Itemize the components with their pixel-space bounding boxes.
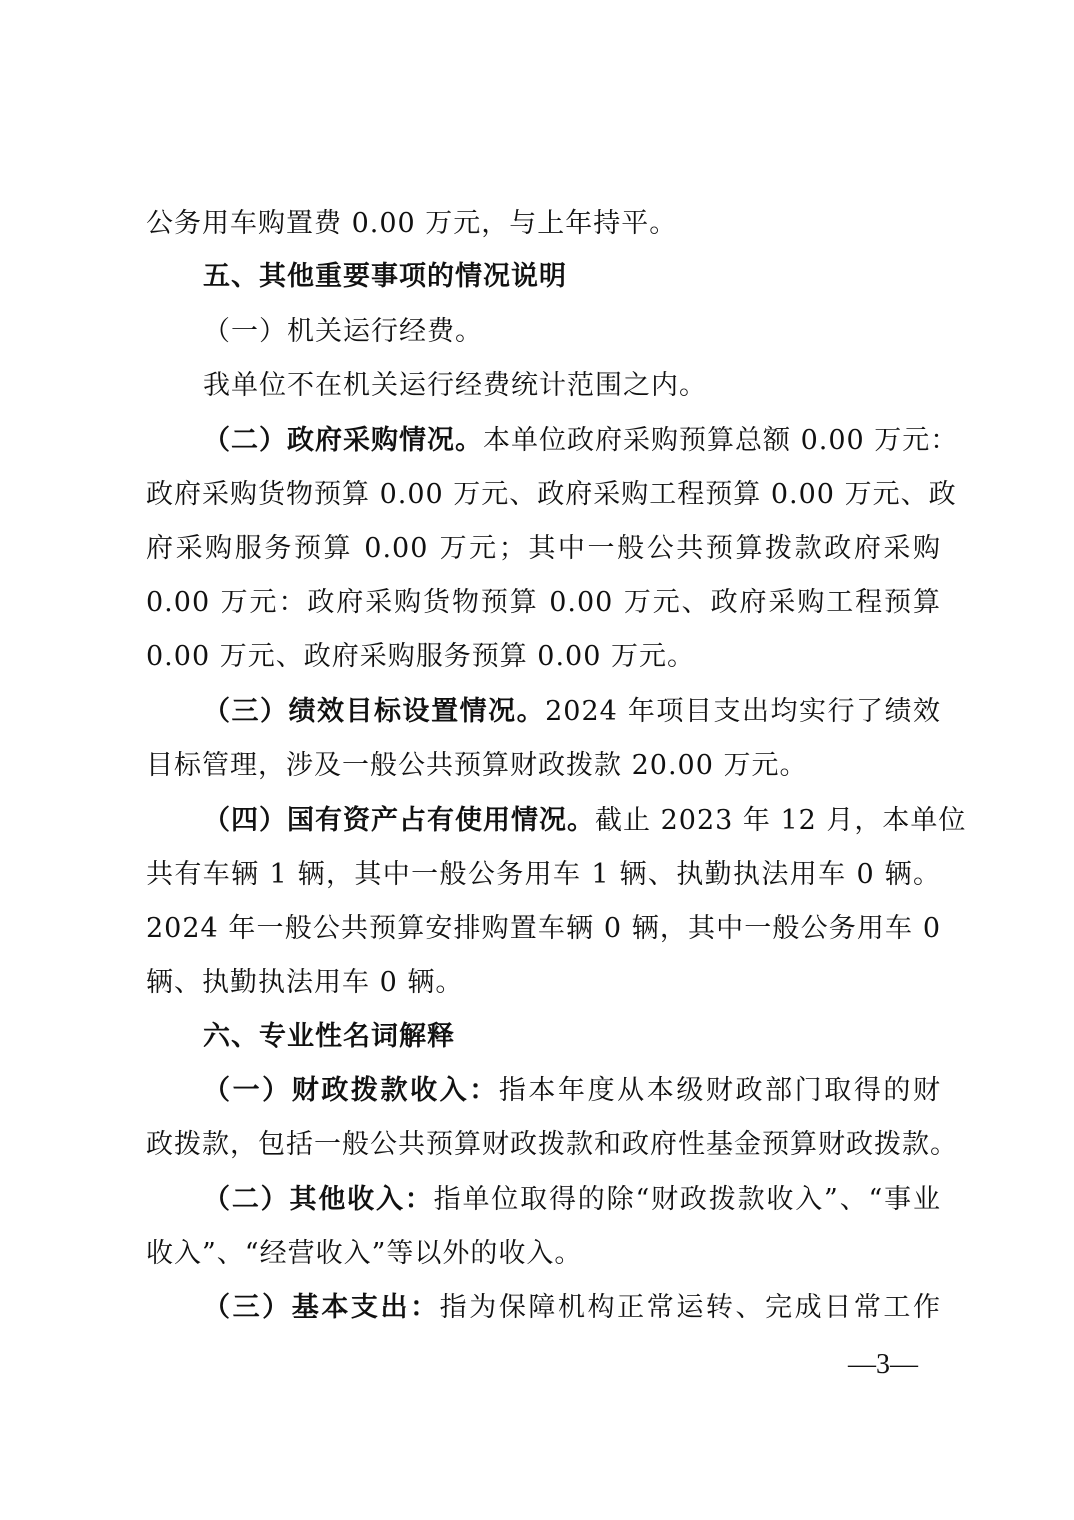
section-heading-text: 五、其他重要事项的情况说明 xyxy=(203,261,567,292)
body-text: 政府采购货物预算 0.00 万元、政府采购工程预算 0.00 万元、政 xyxy=(146,479,957,510)
paragraph-line xyxy=(146,1125,958,1165)
paragraph-line xyxy=(203,366,707,406)
paragraph-line xyxy=(146,909,941,949)
paragraph-line xyxy=(146,746,807,786)
body-text: 0.00 万元、政府采购服务预算 0.00 万元。 xyxy=(146,641,695,672)
paragraph-line xyxy=(146,855,941,895)
body-text: 公务用车购置费 0.00 万元，与上年持平。 xyxy=(146,208,678,239)
body-text: 政拨款，包括一般公共预算财政拨款和政府性基金预算财政拨款。 xyxy=(146,1129,958,1160)
paragraph-line xyxy=(146,529,941,569)
body-text: 2024 年项目支出均实行了绩效 xyxy=(545,696,942,727)
paragraph-line xyxy=(203,1071,941,1111)
subsection-heading xyxy=(203,312,483,352)
subsection-label: （三）绩效目标设置情况。 xyxy=(203,696,546,727)
term-label: （一）财政拨款收入： xyxy=(203,1075,499,1106)
body-text: 我单位不在机关运行经费统计范围之内。 xyxy=(203,370,707,401)
body-text: 指为保障机构正常运转、完成日常工作 xyxy=(439,1292,942,1323)
subsection-heading-text: （一）机关运行经费。 xyxy=(203,316,483,347)
paragraph-line xyxy=(203,421,959,461)
paragraph-line xyxy=(203,692,941,732)
paragraph-line xyxy=(146,963,463,1003)
paragraph-line xyxy=(203,1288,941,1328)
body-text: 收入”、“经营收入”等以外的收入。 xyxy=(146,1238,583,1269)
paragraph-line xyxy=(146,204,677,244)
subsection-label: （二）政府采购情况。 xyxy=(203,425,483,456)
body-text: 辆、执勤执法用车 0 辆。 xyxy=(146,967,464,998)
section-heading-text: 六、专业性名词解释 xyxy=(203,1021,455,1052)
page-number: —3— xyxy=(848,1349,918,1380)
body-text: 指单位取得的除“财政拨款收入”、“事业 xyxy=(433,1184,941,1215)
paragraph-line xyxy=(146,583,941,623)
paragraph-line xyxy=(203,801,967,841)
body-text: 指本年度从本级财政部门取得的财 xyxy=(498,1075,942,1106)
section-heading xyxy=(203,1017,455,1057)
term-label: （三）基本支出： xyxy=(203,1292,440,1323)
paragraph-line xyxy=(146,475,957,515)
subsection-label: （四）国有资产占有使用情况。 xyxy=(203,805,595,836)
body-text: 府采购服务预算 0.00 万元；其中一般公共预算拨款政府采购 xyxy=(146,533,941,564)
body-text: 0.00 万元：政府采购货物预算 0.00 万元、政府采购工程预算 xyxy=(146,587,941,618)
term-label: （二）其他收入： xyxy=(203,1184,434,1215)
body-text: 2024 年一般公共预算安排购置车辆 0 辆，其中一般公务用车 0 xyxy=(146,913,941,944)
paragraph-line xyxy=(146,1234,582,1274)
body-text: 截止 2023 年 12 月，本单位 xyxy=(595,805,967,836)
body-text: 目标管理，涉及一般公共预算财政拨款 20.00 万元。 xyxy=(146,750,808,781)
section-heading xyxy=(203,257,567,297)
paragraph-line xyxy=(146,637,695,677)
body-text: 共有车辆 1 辆，其中一般公务用车 1 辆、执勤执法用车 0 辆。 xyxy=(146,859,941,890)
paragraph-line xyxy=(203,1180,941,1220)
body-text: 本单位政府采购预算总额 0.00 万元： xyxy=(483,425,959,456)
